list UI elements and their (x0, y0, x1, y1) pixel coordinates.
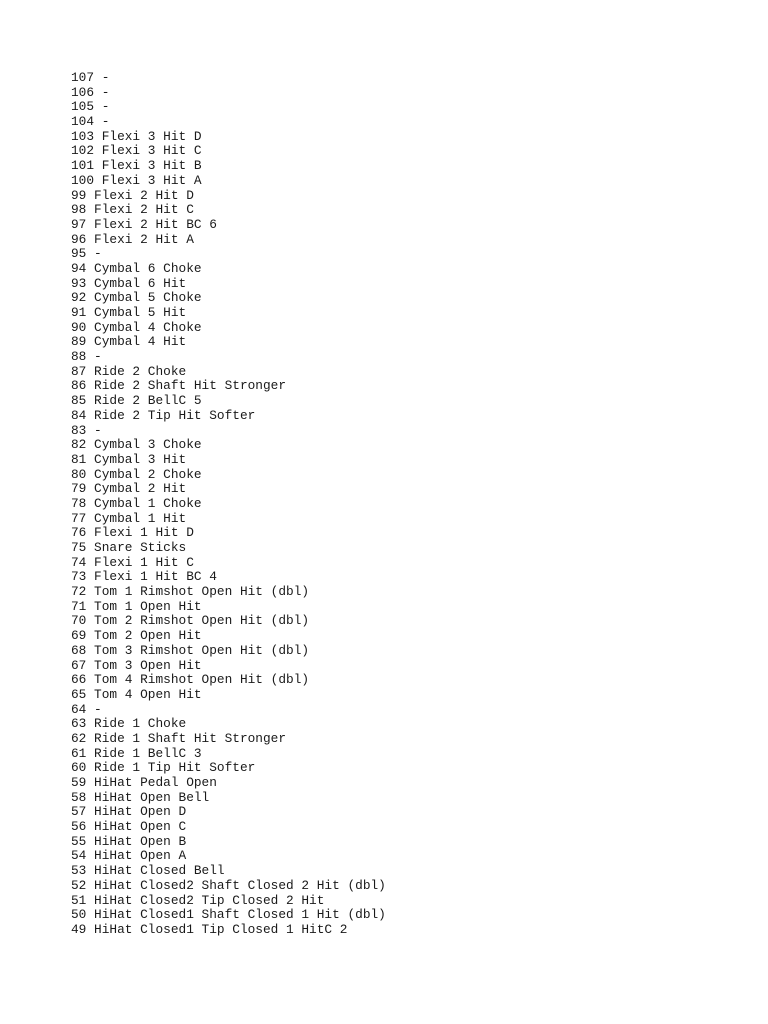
mapping-line: 67 Tom 3 Open Hit (71, 657, 202, 673)
mapping-line: 72 Tom 1 Rimshot Open Hit (dbl) (71, 584, 310, 600)
mapping-line: 71 Tom 1 Open Hit (71, 598, 202, 614)
mapping-line: 76 Flexi 1 Hit D (71, 525, 194, 541)
mapping-line: 51 HiHat Closed2 Tip Closed 2 Hit (71, 892, 325, 908)
mapping-line: 73 Flexi 1 Hit BC 4 (71, 569, 217, 585)
mapping-line: 55 HiHat Open B (71, 833, 187, 849)
mapping-line: 52 HiHat Closed2 Shaft Closed 2 Hit (dbl) (71, 877, 386, 893)
mapping-line: 69 Tom 2 Open Hit (71, 628, 202, 644)
mapping-line: 59 HiHat Pedal Open (71, 775, 217, 790)
mapping-line: 106 - (71, 84, 110, 100)
mapping-line: 65 Tom 4 Open Hit (71, 686, 202, 702)
document-page (71, 71, 751, 938)
mapping-line: 92 Cymbal 5 Choke (71, 290, 202, 306)
mapping-line: 105 - (71, 99, 110, 115)
mapping-line: 83 - (71, 422, 102, 438)
mapping-line: 68 Tom 3 Rimshot Open Hit (dbl) (71, 642, 310, 658)
mapping-line: 103 Flexi 3 Hit D (71, 128, 202, 144)
mapping-line: 57 HiHat Open D (71, 804, 187, 820)
mapping-line: 93 Cymbal 6 Hit (71, 275, 187, 291)
mapping-line: 79 Cymbal 2 Hit (71, 481, 187, 497)
mapping-line: 66 Tom 4 Rimshot Open Hit (dbl) (71, 672, 310, 688)
mapping-line: 62 Ride 1 Shaft Hit Stronger (71, 730, 287, 746)
mapping-line: 91 Cymbal 5 Hit (71, 305, 187, 320)
mapping-line: 87 Ride 2 Choke (71, 363, 187, 379)
mapping-line: 107 - (71, 70, 110, 85)
mapping-line: 60 Ride 1 Tip Hit Softer (71, 760, 256, 776)
mapping-line: 80 Cymbal 2 Choke (71, 466, 202, 482)
mapping-line: 101 Flexi 3 Hit B (71, 158, 202, 174)
mapping-line: 84 Ride 2 Tip Hit Softer (71, 407, 256, 423)
note-mapping-list (71, 71, 751, 938)
mapping-line: 94 Cymbal 6 Choke (71, 260, 202, 276)
mapping-line: 74 Flexi 1 Hit C (71, 554, 194, 570)
mapping-line: 70 Tom 2 Rimshot Open Hit (dbl) (71, 613, 310, 629)
mapping-line: 61 Ride 1 BellC 3 (71, 745, 202, 761)
mapping-line: 98 Flexi 2 Hit C (71, 202, 194, 218)
mapping-line: 96 Flexi 2 Hit A (71, 231, 194, 247)
mapping-line: 104 - (71, 114, 110, 130)
mapping-line: 58 HiHat Open Bell (71, 789, 210, 805)
mapping-line: 54 HiHat Open A (71, 848, 187, 864)
mapping-line: 78 Cymbal 1 Choke (71, 495, 202, 511)
mapping-line: 56 HiHat Open C (71, 819, 187, 835)
mapping-line: 88 - (71, 349, 102, 365)
mapping-line: 100 Flexi 3 Hit A (71, 172, 202, 188)
mapping-line: 102 Flexi 3 Hit C (71, 143, 202, 159)
mapping-line: 90 Cymbal 4 Choke (71, 319, 202, 335)
mapping-line: 89 Cymbal 4 Hit (71, 334, 187, 350)
mapping-line: 95 - (71, 246, 102, 262)
mapping-line: 77 Cymbal 1 Hit (71, 510, 187, 526)
mapping-line: 81 Cymbal 3 Hit (71, 451, 187, 467)
mapping-line: 63 Ride 1 Choke (71, 716, 187, 732)
mapping-line: 86 Ride 2 Shaft Hit Stronger (71, 378, 287, 394)
mapping-line: 64 - (71, 701, 102, 717)
mapping-line: 75 Snare Sticks (71, 540, 187, 555)
mapping-line: 50 HiHat Closed1 Shaft Closed 1 Hit (dbl) (71, 907, 386, 923)
mapping-line: 99 Flexi 2 Hit D (71, 187, 194, 203)
mapping-line: 97 Flexi 2 Hit BC 6 (71, 216, 217, 232)
mapping-line: 53 HiHat Closed Bell (71, 863, 225, 879)
mapping-line: 49 HiHat Closed1 Tip Closed 1 HitC 2 (71, 921, 348, 937)
mapping-line: 82 Cymbal 3 Choke (71, 437, 202, 453)
mapping-line: 85 Ride 2 BellC 5 (71, 393, 202, 409)
